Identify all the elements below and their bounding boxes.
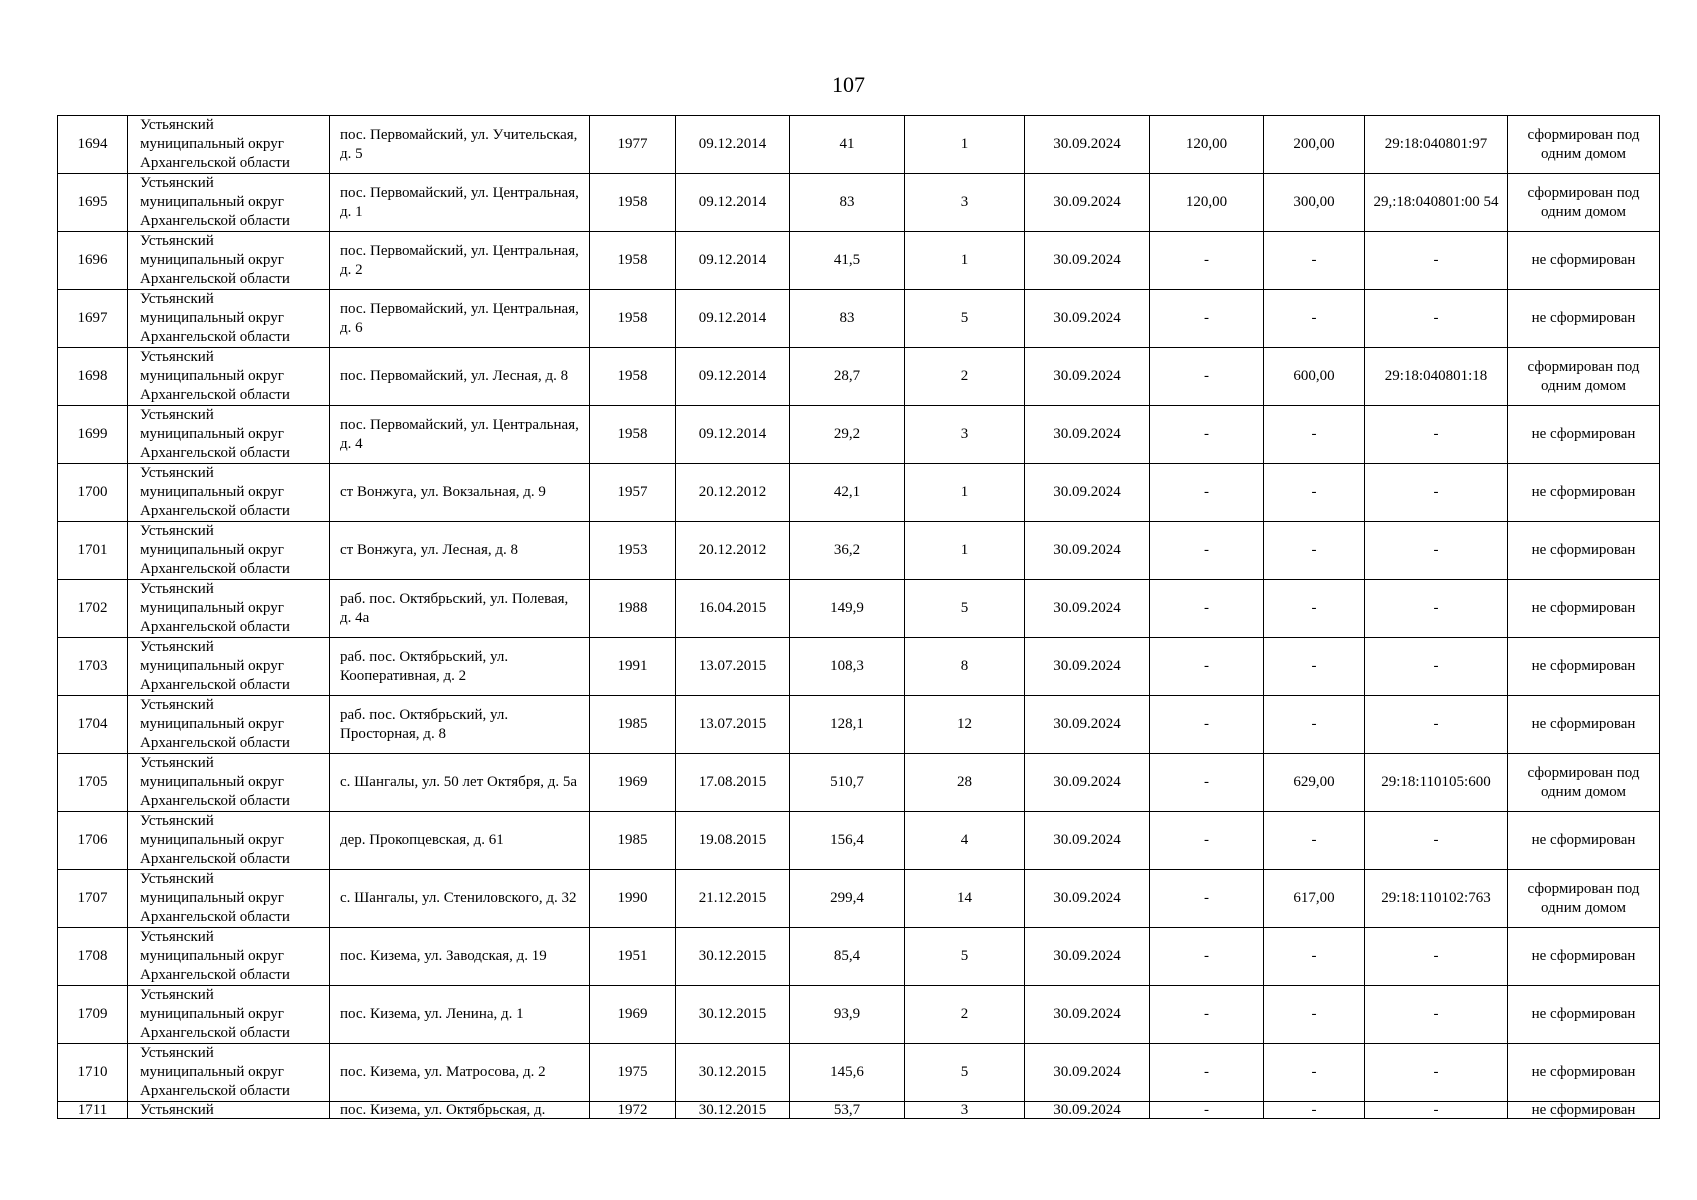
owner-cell bbox=[128, 928, 330, 986]
residents-cell: 14 bbox=[905, 870, 1025, 928]
cadastral-number-cell: - bbox=[1365, 522, 1508, 580]
row-number: 1707 bbox=[58, 870, 128, 928]
owner-line: муниципальный округ bbox=[140, 716, 284, 732]
owner-line: Устьянский bbox=[140, 523, 214, 539]
owner-line: муниципальный округ bbox=[140, 1064, 284, 1080]
deadline-cell: 30.09.2024 bbox=[1025, 870, 1150, 928]
cadastral-number-cell: 29,:18:040801:00 54 bbox=[1365, 174, 1508, 232]
area-cell: 128,1 bbox=[790, 696, 905, 754]
date-cell: 09.12.2014 bbox=[676, 232, 790, 290]
status-cell: не сформирован bbox=[1508, 696, 1660, 754]
owner-line: муниципальный округ bbox=[140, 890, 284, 906]
owner-cell bbox=[128, 522, 330, 580]
year-cell: 1969 bbox=[590, 986, 676, 1044]
value1-cell: - bbox=[1150, 870, 1264, 928]
year-cell: 1985 bbox=[590, 812, 676, 870]
address-cell: пос. Первомайский, ул. Учительская, д. 5 bbox=[330, 116, 590, 174]
value2-cell: - bbox=[1264, 232, 1365, 290]
cadastral-number-cell: 29:18:110102:763 bbox=[1365, 870, 1508, 928]
cadastral-number-cell: 29:18:040801:97 bbox=[1365, 116, 1508, 174]
row-number: 1695 bbox=[58, 174, 128, 232]
status-cell: не сформирован bbox=[1508, 290, 1660, 348]
date-cell: 09.12.2014 bbox=[676, 174, 790, 232]
owner-cell bbox=[128, 986, 330, 1044]
residents-cell: 8 bbox=[905, 638, 1025, 696]
status-cell: не сформирован bbox=[1508, 1044, 1660, 1102]
owner-line: муниципальный округ bbox=[140, 542, 284, 558]
table-row bbox=[58, 1044, 1660, 1102]
residents-cell: 1 bbox=[905, 232, 1025, 290]
table-row bbox=[58, 464, 1660, 522]
deadline-cell: 30.09.2024 bbox=[1025, 464, 1150, 522]
address-cell: пос. Первомайский, ул. Центральная, д. 2 bbox=[330, 232, 590, 290]
date-cell: 20.12.2012 bbox=[676, 464, 790, 522]
status-cell: не сформирован bbox=[1508, 232, 1660, 290]
owner-line: Устьянский bbox=[140, 465, 214, 481]
deadline-cell: 30.09.2024 bbox=[1025, 116, 1150, 174]
residents-cell: 1 bbox=[905, 522, 1025, 580]
value1-cell: - bbox=[1150, 580, 1264, 638]
owner-line: Архангельской области bbox=[140, 271, 290, 287]
residents-cell: 2 bbox=[905, 986, 1025, 1044]
table-row bbox=[58, 522, 1660, 580]
status-cell: сформирован под одним домом bbox=[1508, 754, 1660, 812]
value1-cell: - bbox=[1150, 232, 1264, 290]
year-cell: 1991 bbox=[590, 638, 676, 696]
cadastral-number-cell: - bbox=[1365, 580, 1508, 638]
owner-line: муниципальный округ bbox=[140, 426, 284, 442]
table-row bbox=[58, 696, 1660, 754]
table-row bbox=[58, 638, 1660, 696]
date-cell: 09.12.2014 bbox=[676, 116, 790, 174]
address-cell: пос. Кизема, ул. Ленина, д. 1 bbox=[330, 986, 590, 1044]
owner-line: Устьянский bbox=[140, 117, 214, 133]
year-cell: 1985 bbox=[590, 696, 676, 754]
residents-cell: 5 bbox=[905, 290, 1025, 348]
value2-cell: - bbox=[1264, 638, 1365, 696]
address-cell: пос. Кизема, ул. Матросова, д. 2 bbox=[330, 1044, 590, 1102]
value1-cell: 120,00 bbox=[1150, 174, 1264, 232]
area-cell: 41 bbox=[790, 116, 905, 174]
status-cell: не сформирован bbox=[1508, 464, 1660, 522]
cadastral-number-cell: 29:18:040801:18 bbox=[1365, 348, 1508, 406]
year-cell: 1972 bbox=[590, 1102, 676, 1119]
table-body bbox=[58, 116, 1660, 1119]
owner-line: муниципальный округ bbox=[140, 194, 284, 210]
value2-cell: - bbox=[1264, 986, 1365, 1044]
row-number: 1698 bbox=[58, 348, 128, 406]
owner-cell bbox=[128, 406, 330, 464]
area-cell: 156,4 bbox=[790, 812, 905, 870]
owner-line: Архангельской области bbox=[140, 735, 290, 751]
date-cell: 20.12.2012 bbox=[676, 522, 790, 580]
value1-cell: - bbox=[1150, 986, 1264, 1044]
status-cell: сформирован под одним домом bbox=[1508, 870, 1660, 928]
row-number: 1710 bbox=[58, 1044, 128, 1102]
owner-line: муниципальный округ bbox=[140, 1006, 284, 1022]
date-cell: 09.12.2014 bbox=[676, 406, 790, 464]
cadastral-number-cell: - bbox=[1365, 696, 1508, 754]
value2-cell: - bbox=[1264, 696, 1365, 754]
residents-cell: 5 bbox=[905, 1044, 1025, 1102]
date-cell: 09.12.2014 bbox=[676, 290, 790, 348]
owner-cell bbox=[128, 464, 330, 522]
area-cell: 108,3 bbox=[790, 638, 905, 696]
owner-line: муниципальный округ bbox=[140, 600, 284, 616]
area-cell: 510,7 bbox=[790, 754, 905, 812]
year-cell: 1958 bbox=[590, 348, 676, 406]
row-number: 1711 bbox=[58, 1102, 128, 1119]
owner-line: Устьянский bbox=[140, 929, 214, 945]
date-cell: 30.12.2015 bbox=[676, 1102, 790, 1119]
status-cell: не сформирован bbox=[1508, 406, 1660, 464]
row-number: 1697 bbox=[58, 290, 128, 348]
year-cell: 1958 bbox=[590, 290, 676, 348]
residents-cell: 1 bbox=[905, 464, 1025, 522]
owner-line: Архангельской области bbox=[140, 213, 290, 229]
owner-line: муниципальный округ bbox=[140, 832, 284, 848]
date-cell: 09.12.2014 bbox=[676, 348, 790, 406]
owner-line: Устьянский bbox=[140, 755, 214, 771]
area-cell: 29,2 bbox=[790, 406, 905, 464]
deadline-cell: 30.09.2024 bbox=[1025, 406, 1150, 464]
area-cell: 53,7 bbox=[790, 1102, 905, 1119]
page-number: 107 bbox=[832, 72, 865, 97]
value1-cell: - bbox=[1150, 464, 1264, 522]
address-cell: пос. Первомайский, ул. Центральная, д. 6 bbox=[330, 290, 590, 348]
address-cell: пос. Первомайский, ул. Центральная, д. 4 bbox=[330, 406, 590, 464]
address-cell: пос. Кизема, ул. Октябрьская, д. bbox=[330, 1102, 590, 1119]
value2-cell: - bbox=[1264, 580, 1365, 638]
status-cell: не сформирован bbox=[1508, 986, 1660, 1044]
owner-cell bbox=[128, 232, 330, 290]
deadline-cell: 30.09.2024 bbox=[1025, 348, 1150, 406]
owner-line: Архангельской области bbox=[140, 503, 290, 519]
date-cell: 13.07.2015 bbox=[676, 638, 790, 696]
cadastral-number-cell: - bbox=[1365, 290, 1508, 348]
residents-cell: 4 bbox=[905, 812, 1025, 870]
status-cell: не сформирован bbox=[1508, 928, 1660, 986]
value1-cell: 120,00 bbox=[1150, 116, 1264, 174]
cadastral-number-cell: 29:18:110105:600 bbox=[1365, 754, 1508, 812]
owner-line: Архангельской области bbox=[140, 329, 290, 345]
value2-cell: - bbox=[1264, 928, 1365, 986]
value2-cell: - bbox=[1264, 1102, 1365, 1119]
year-cell: 1957 bbox=[590, 464, 676, 522]
year-cell: 1958 bbox=[590, 174, 676, 232]
date-cell: 30.12.2015 bbox=[676, 1044, 790, 1102]
address-cell: ст Вонжуга, ул. Лесная, д. 8 bbox=[330, 522, 590, 580]
date-cell: 19.08.2015 bbox=[676, 812, 790, 870]
owner-cell bbox=[128, 870, 330, 928]
value2-cell: 617,00 bbox=[1264, 870, 1365, 928]
status-cell: не сформирован bbox=[1508, 1102, 1660, 1119]
area-cell: 145,6 bbox=[790, 1044, 905, 1102]
owner-cell bbox=[128, 174, 330, 232]
date-cell: 16.04.2015 bbox=[676, 580, 790, 638]
row-number: 1709 bbox=[58, 986, 128, 1044]
owner-line: Архангельской области bbox=[140, 851, 290, 867]
table-row bbox=[58, 580, 1660, 638]
address-cell: дер. Прокопцевская, д. 61 bbox=[330, 812, 590, 870]
owner-line: Архангельской области bbox=[140, 967, 290, 983]
table-row bbox=[58, 1102, 1660, 1119]
row-number: 1705 bbox=[58, 754, 128, 812]
residents-cell: 3 bbox=[905, 174, 1025, 232]
deadline-cell: 30.09.2024 bbox=[1025, 232, 1150, 290]
deadline-cell: 30.09.2024 bbox=[1025, 638, 1150, 696]
owner-line: Устьянский bbox=[140, 349, 214, 365]
owner-line: Архангельской области bbox=[140, 1083, 290, 1099]
deadline-cell: 30.09.2024 bbox=[1025, 290, 1150, 348]
status-cell: сформирован под одним домом bbox=[1508, 116, 1660, 174]
deadline-cell: 30.09.2024 bbox=[1025, 580, 1150, 638]
housing-register-table bbox=[57, 115, 1660, 1119]
area-cell: 149,9 bbox=[790, 580, 905, 638]
value2-cell: - bbox=[1264, 522, 1365, 580]
table-row bbox=[58, 174, 1660, 232]
table-row bbox=[58, 348, 1660, 406]
value2-cell: - bbox=[1264, 1044, 1365, 1102]
owner-line: Архангельской области bbox=[140, 909, 290, 925]
address-cell: пос. Первомайский, ул. Лесная, д. 8 bbox=[330, 348, 590, 406]
owner-line: Архангельской области bbox=[140, 793, 290, 809]
row-number: 1703 bbox=[58, 638, 128, 696]
address-cell: раб. пос. Октябрьский, ул. Полевая, д. 4а bbox=[330, 580, 590, 638]
owner-cell bbox=[128, 638, 330, 696]
cadastral-number-cell: - bbox=[1365, 406, 1508, 464]
row-number: 1696 bbox=[58, 232, 128, 290]
value2-cell: 300,00 bbox=[1264, 174, 1365, 232]
address-cell: раб. пос. Октябрьский, ул. Кооперативная, д. 2 bbox=[330, 638, 590, 696]
table-row bbox=[58, 290, 1660, 348]
value1-cell: - bbox=[1150, 696, 1264, 754]
area-cell: 93,9 bbox=[790, 986, 905, 1044]
owner-line: Устьянский bbox=[140, 407, 214, 423]
date-cell: 30.12.2015 bbox=[676, 928, 790, 986]
cadastral-number-cell: - bbox=[1365, 928, 1508, 986]
address-cell: пос. Кизема, ул. Заводская, д. 19 bbox=[330, 928, 590, 986]
residents-cell: 5 bbox=[905, 928, 1025, 986]
owner-line: Архангельской области bbox=[140, 677, 290, 693]
owner-line: Устьянский bbox=[140, 697, 214, 713]
value1-cell: - bbox=[1150, 348, 1264, 406]
area-cell: 28,7 bbox=[790, 348, 905, 406]
deadline-cell: 30.09.2024 bbox=[1025, 696, 1150, 754]
table-row bbox=[58, 232, 1660, 290]
row-number: 1708 bbox=[58, 928, 128, 986]
owner-line: Устьянский bbox=[140, 987, 214, 1003]
owner-line: Архангельской области bbox=[140, 445, 290, 461]
owner-line: муниципальный округ bbox=[140, 136, 284, 152]
owner-cell bbox=[128, 1102, 330, 1119]
value2-cell: - bbox=[1264, 406, 1365, 464]
residents-cell: 3 bbox=[905, 406, 1025, 464]
area-cell: 42,1 bbox=[790, 464, 905, 522]
status-cell: не сформирован bbox=[1508, 580, 1660, 638]
residents-cell: 1 bbox=[905, 116, 1025, 174]
row-number: 1694 bbox=[58, 116, 128, 174]
value1-cell: - bbox=[1150, 812, 1264, 870]
date-cell: 30.12.2015 bbox=[676, 986, 790, 1044]
cadastral-number-cell: - bbox=[1365, 232, 1508, 290]
owner-cell bbox=[128, 348, 330, 406]
date-cell: 17.08.2015 bbox=[676, 754, 790, 812]
value1-cell: - bbox=[1150, 522, 1264, 580]
owner-line: Устьянский bbox=[140, 1102, 214, 1118]
owner-line: Устьянский bbox=[140, 233, 214, 249]
value1-cell: - bbox=[1150, 928, 1264, 986]
owner-cell bbox=[128, 580, 330, 638]
owner-cell bbox=[128, 116, 330, 174]
deadline-cell: 30.09.2024 bbox=[1025, 174, 1150, 232]
table-row bbox=[58, 406, 1660, 464]
value2-cell: 200,00 bbox=[1264, 116, 1365, 174]
table-row bbox=[58, 870, 1660, 928]
owner-line: муниципальный округ bbox=[140, 948, 284, 964]
owner-line: муниципальный округ bbox=[140, 774, 284, 790]
status-cell: сформирован под одним домом bbox=[1508, 348, 1660, 406]
owner-line: муниципальный округ bbox=[140, 310, 284, 326]
year-cell: 1958 bbox=[590, 406, 676, 464]
deadline-cell: 30.09.2024 bbox=[1025, 928, 1150, 986]
row-number: 1704 bbox=[58, 696, 128, 754]
owner-line: муниципальный округ bbox=[140, 368, 284, 384]
residents-cell: 12 bbox=[905, 696, 1025, 754]
row-number: 1700 bbox=[58, 464, 128, 522]
deadline-cell: 30.09.2024 bbox=[1025, 522, 1150, 580]
value1-cell: - bbox=[1150, 1044, 1264, 1102]
status-cell: сформирован под одним домом bbox=[1508, 174, 1660, 232]
date-cell: 13.07.2015 bbox=[676, 696, 790, 754]
area-cell: 36,2 bbox=[790, 522, 905, 580]
owner-cell bbox=[128, 696, 330, 754]
value1-cell: - bbox=[1150, 1102, 1264, 1119]
residents-cell: 3 bbox=[905, 1102, 1025, 1119]
table-row bbox=[58, 986, 1660, 1044]
address-cell: с. Шангалы, ул. 50 лет Октября, д. 5а bbox=[330, 754, 590, 812]
area-cell: 299,4 bbox=[790, 870, 905, 928]
owner-line: Архангельской области bbox=[140, 155, 290, 171]
year-cell: 1990 bbox=[590, 870, 676, 928]
table-row bbox=[58, 754, 1660, 812]
residents-cell: 2 bbox=[905, 348, 1025, 406]
address-cell: ст Вонжуга, ул. Вокзальная, д. 9 bbox=[330, 464, 590, 522]
owner-line: Устьянский bbox=[140, 581, 214, 597]
cadastral-number-cell: - bbox=[1365, 638, 1508, 696]
year-cell: 1969 bbox=[590, 754, 676, 812]
owner-line: Устьянский bbox=[140, 175, 214, 191]
owner-line: Архангельской области bbox=[140, 561, 290, 577]
owner-line: Устьянский bbox=[140, 871, 214, 887]
residents-cell: 5 bbox=[905, 580, 1025, 638]
table-row bbox=[58, 812, 1660, 870]
area-cell: 83 bbox=[790, 290, 905, 348]
address-cell: пос. Первомайский, ул. Центральная, д. 1 bbox=[330, 174, 590, 232]
owner-line: муниципальный округ bbox=[140, 252, 284, 268]
date-cell: 21.12.2015 bbox=[676, 870, 790, 928]
year-cell: 1951 bbox=[590, 928, 676, 986]
cadastral-number-cell: - bbox=[1365, 986, 1508, 1044]
address-cell: раб. пос. Октябрьский, ул. Просторная, д. 8 bbox=[330, 696, 590, 754]
year-cell: 1958 bbox=[590, 232, 676, 290]
row-number: 1702 bbox=[58, 580, 128, 638]
owner-line: Архангельской области bbox=[140, 387, 290, 403]
row-number: 1699 bbox=[58, 406, 128, 464]
value2-cell: - bbox=[1264, 812, 1365, 870]
cadastral-number-cell: - bbox=[1365, 464, 1508, 522]
owner-line: Устьянский bbox=[140, 813, 214, 829]
deadline-cell: 30.09.2024 bbox=[1025, 1102, 1150, 1119]
cadastral-number-cell: - bbox=[1365, 812, 1508, 870]
value1-cell: - bbox=[1150, 638, 1264, 696]
owner-line: Устьянский bbox=[140, 1045, 214, 1061]
table-row bbox=[58, 928, 1660, 986]
cadastral-number-cell: - bbox=[1365, 1044, 1508, 1102]
owner-line: Архангельской области bbox=[140, 619, 290, 635]
value2-cell: 629,00 bbox=[1264, 754, 1365, 812]
address-cell: с. Шангалы, ул. Стениловского, д. 32 bbox=[330, 870, 590, 928]
status-cell: не сформирован bbox=[1508, 812, 1660, 870]
value2-cell: - bbox=[1264, 290, 1365, 348]
value2-cell: 600,00 bbox=[1264, 348, 1365, 406]
owner-cell bbox=[128, 754, 330, 812]
deadline-cell: 30.09.2024 bbox=[1025, 812, 1150, 870]
deadline-cell: 30.09.2024 bbox=[1025, 1044, 1150, 1102]
value1-cell: - bbox=[1150, 754, 1264, 812]
area-cell: 41,5 bbox=[790, 232, 905, 290]
year-cell: 1975 bbox=[590, 1044, 676, 1102]
area-cell: 85,4 bbox=[790, 928, 905, 986]
value2-cell: - bbox=[1264, 464, 1365, 522]
table-row bbox=[58, 116, 1660, 174]
owner-cell bbox=[128, 290, 330, 348]
value1-cell: - bbox=[1150, 406, 1264, 464]
row-number: 1706 bbox=[58, 812, 128, 870]
owner-line: Архангельской области bbox=[140, 1025, 290, 1041]
owner-cell bbox=[128, 1044, 330, 1102]
status-cell: не сформирован bbox=[1508, 638, 1660, 696]
row-number: 1701 bbox=[58, 522, 128, 580]
year-cell: 1953 bbox=[590, 522, 676, 580]
owner-cell bbox=[128, 812, 330, 870]
owner-line: Устьянский bbox=[140, 291, 214, 307]
cadastral-number-cell: - bbox=[1365, 1102, 1508, 1119]
owner-line: Устьянский bbox=[140, 639, 214, 655]
year-cell: 1977 bbox=[590, 116, 676, 174]
area-cell: 83 bbox=[790, 174, 905, 232]
value1-cell: - bbox=[1150, 290, 1264, 348]
owner-line: муниципальный округ bbox=[140, 484, 284, 500]
deadline-cell: 30.09.2024 bbox=[1025, 986, 1150, 1044]
status-cell: не сформирован bbox=[1508, 522, 1660, 580]
deadline-cell: 30.09.2024 bbox=[1025, 754, 1150, 812]
owner-line: муниципальный округ bbox=[140, 658, 284, 674]
year-cell: 1988 bbox=[590, 580, 676, 638]
residents-cell: 28 bbox=[905, 754, 1025, 812]
